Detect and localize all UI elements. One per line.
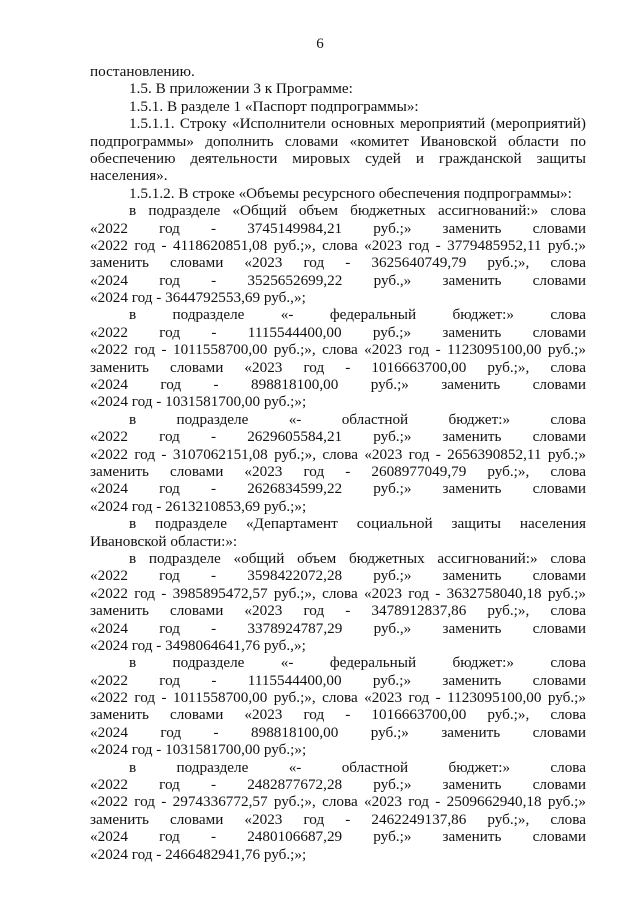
- text-line: «2022 год - 4118620851,08 руб.;», слова «2023 год - 3779485952,11 руб.;»: [90, 236, 586, 254]
- page-number: 6: [316, 36, 324, 52]
- text-line: «2024 год - 1031581700,00 руб.;»;: [90, 741, 307, 759]
- text-line: постановлению.: [90, 63, 195, 80]
- text-line: в подразделе «Общий объем бюджетных ассигнований:» слова: [129, 202, 586, 220]
- text-line: в подразделе «- областной бюджет:» слова: [129, 410, 586, 428]
- text-line: «2022 год - 3598422072,28 руб.;» заменить словами: [90, 567, 586, 585]
- paragraph: [90, 98, 586, 115]
- text-line: «2024 год - 2466482941,76 руб.;»;: [90, 845, 307, 863]
- text-line: «2024 год - 2480106687,29 руб.;» заменить словами: [90, 828, 586, 846]
- text-line: «2022 год - 3745149984,21 руб.;» заменить словами: [90, 219, 586, 237]
- text-line: 1.5.1.1. Строку «Исполнители основных мероприятий (мероприятий): [129, 115, 586, 133]
- text-line: подпрограммы» дополнить словами «комитет Ивановской области по: [90, 132, 586, 150]
- text-line: «2022 год - 3107062151,08 руб.;», слова «2023 год - 2656390852,11 руб.;»: [90, 445, 586, 463]
- text-line: «2024 год - 1031581700,00 руб.;»;: [90, 393, 307, 411]
- paragraph: [90, 80, 586, 97]
- text-line: «2022 год - 3985895472,57 руб.;», слова «2023 год - 3632758040,18 руб.;»: [90, 584, 586, 602]
- paragraph: [90, 185, 586, 202]
- text-line: заменить словами «2023 год - 1016663700,00 руб.;», слова: [90, 358, 586, 376]
- paragraph: [90, 411, 586, 515]
- text-line: населения».: [90, 167, 168, 185]
- text-line: «2024 год - 3378924787,29 руб.,» заменить словами: [90, 619, 586, 637]
- text-line: в подразделе «Департамент социальной защиты населения: [129, 515, 586, 533]
- text-line: заменить словами «2023 год - 2608977049,79 руб.;», слова: [90, 462, 586, 480]
- text-line: «2024 год - 2626834599,22 руб.;» заменить словами: [90, 480, 586, 498]
- text-line: «2024 год - 2613210853,69 руб.;»;: [90, 497, 307, 515]
- text-line: «2022 год - 1115544400,00 руб.;» заменить словами: [90, 323, 586, 341]
- text-line: 1.5.1.2. В строке «Объемы ресурсного обеспечения подпрограммы»:: [129, 184, 572, 202]
- text-line: Ивановской области:»:: [90, 532, 238, 550]
- paragraph: [90, 63, 586, 80]
- text-line: обеспечению деятельности мировых судей и гражданской защиты: [90, 149, 586, 167]
- text-line: в подразделе «- федеральный бюджет:» слова: [129, 654, 586, 672]
- text-line: «2024 год - 3525652699,22 руб.,» заменить словами: [90, 271, 586, 289]
- text-line: 1.5.1. В разделе 1 «Паспорт подпрограммы»:: [129, 97, 419, 115]
- document-body: [90, 63, 586, 863]
- paragraph: [90, 515, 586, 550]
- text-line: заменить словами «2023 год - 3625640749,79 руб.;», слова: [90, 254, 586, 272]
- text-line: «2024 год - 3644792553,69 руб.,»;: [90, 289, 306, 307]
- text-line: «2022 год - 1115544400,00 руб.;» заменить словами: [90, 671, 586, 689]
- text-line: «2022 год - 2629605584,21 руб.;» заменить словами: [90, 428, 586, 446]
- text-line: заменить словами «2023 год - 3478912837,86 руб.;», слова: [90, 602, 586, 620]
- paragraph: [90, 550, 586, 654]
- text-line: «2024 год - 898818100,00 руб.;» заменить словами: [90, 723, 586, 741]
- paragraph: [90, 115, 586, 185]
- text-line: 1.5. В приложении 3 к Программе:: [129, 80, 353, 98]
- paragraph: [90, 202, 586, 306]
- text-line: «2022 год - 1011558700,00 руб.;», слова «2023 год - 1123095100,00 руб.;»: [90, 341, 586, 359]
- text-line: в подразделе «- областной бюджет:» слова: [129, 758, 586, 776]
- text-line: в подразделе «- федеральный бюджет:» слова: [129, 306, 586, 324]
- paragraph: [90, 654, 586, 758]
- text-line: в подразделе «общий объем бюджетных ассигнований:» слова: [129, 549, 586, 567]
- text-line: «2024 год - 3498064641,76 руб.,»;: [90, 636, 306, 654]
- text-line: заменить словами «2023 год - 1016663700,00 руб.;», слова: [90, 706, 586, 724]
- text-line: «2022 год - 2974336772,57 руб.;», слова «2023 год - 2509662940,18 руб.;»: [90, 793, 586, 811]
- paragraph: [90, 306, 586, 410]
- paragraph: [90, 759, 586, 863]
- text-line: «2024 год - 898818100,00 руб.;» заменить словами: [90, 376, 586, 394]
- text-line: «2022 год - 1011558700,00 руб.;», слова «2023 год - 1123095100,00 руб.;»: [90, 689, 586, 707]
- text-line: заменить словами «2023 год - 2462249137,86 руб.;», слова: [90, 810, 586, 828]
- text-line: «2022 год - 2482877672,28 руб.;» заменить словами: [90, 776, 586, 794]
